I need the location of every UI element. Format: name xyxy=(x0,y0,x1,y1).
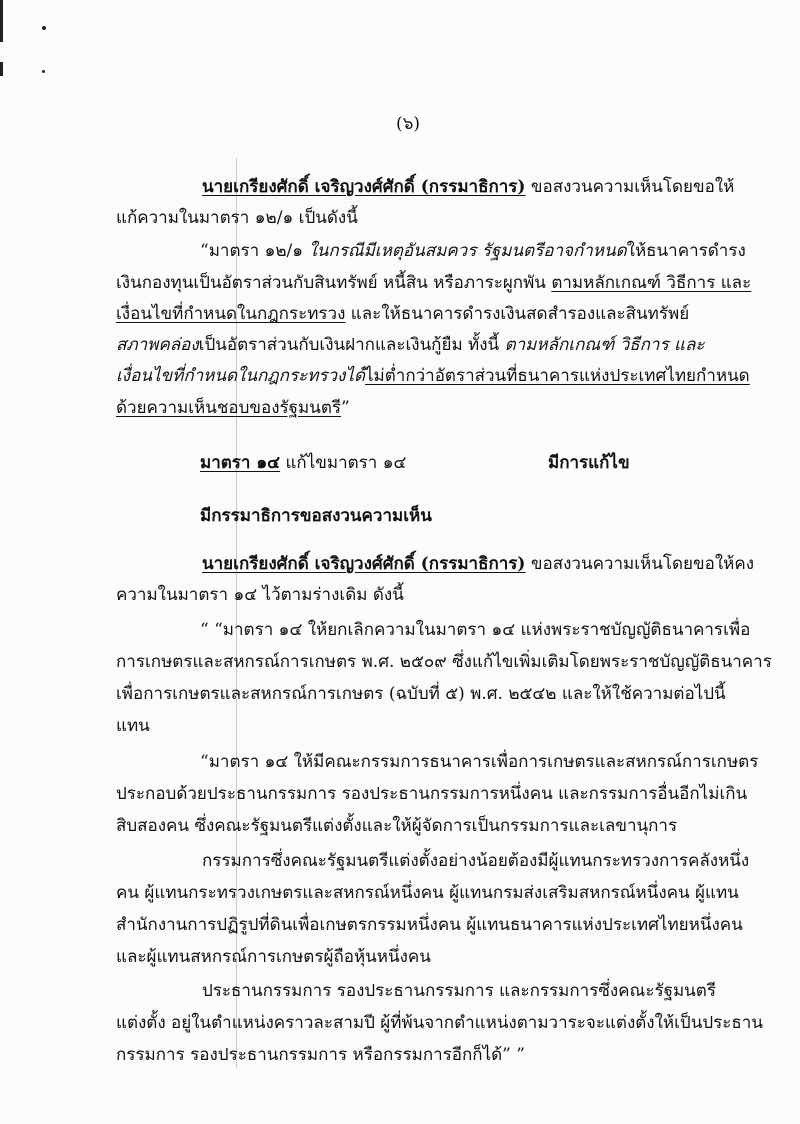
text-run: ” xyxy=(341,398,350,418)
paragraph-line: คน ผู้แทนกระทรวงเกษตรและสหกรณ์หนึ่งคน ผู้แทนกรมส่งเสริมสหกรณ์หนึ่งคน ผู้แทน xyxy=(116,883,739,903)
scan-speck xyxy=(42,26,46,30)
underlined-text: เงื่อนไขที่กำหนดในกฎกระทรวง xyxy=(116,304,346,324)
struck-text: เงื่อนไขที่กำหนดในกฎกระทรวงได้ xyxy=(116,366,365,386)
paragraph-line: สำนักงานการปฏิรูปที่ดินเพื่อเกษตรกรรมหนึ่งคน ผู้แทนธนาคารแห่งประเทศไทยหนึ่งคน xyxy=(116,915,743,935)
paragraph-line xyxy=(116,397,350,419)
paragraph-line: ความในมาตรา ๑๔ ไว้ตามร่างเดิม ดังนี้ xyxy=(116,585,404,605)
text-run: เป็นอัตราส่วนกับเงินฝากและเงินกู้ยืม ทั้งนี้ xyxy=(198,335,505,355)
paragraph-line: “มาตรา ๑๔ ให้มีคณะกรรมการธนาคารเพื่อการเกษตรและสหกรณ์การเกษตร xyxy=(200,752,759,772)
text-run: “มาตรา ๑๒/๑ xyxy=(200,241,309,261)
paragraph-line: ประกอบด้วยประธานกรรมการ รองประธานกรรมการหนึ่งคน และกรรมการอื่นอีกไม่เกิน xyxy=(116,784,748,804)
paragraph-line: แทน xyxy=(116,716,150,736)
paragraph-line xyxy=(202,553,754,575)
paragraph-line: และผู้แทนสหกรณ์การเกษตรผู้ถือหุ้นหนึ่งคน xyxy=(116,947,431,967)
section-heading xyxy=(200,452,406,474)
struck-text: ในกรณีมีเหตุอันสมควร รัฐมนตรีอาจกำหนด xyxy=(308,241,627,261)
paragraph-line xyxy=(116,272,751,294)
paragraph-line: ประธานกรรมการ รองประธานกรรมการ และกรรมการซึ่งคณะรัฐมนตรี xyxy=(202,981,716,1001)
section-number: มาตรา ๑๔ xyxy=(200,453,281,473)
reservation-heading: มีกรรมาธิการขอสงวนความเห็น xyxy=(200,506,432,526)
paragraph-line xyxy=(200,240,746,262)
paragraph-line: เพื่อการเกษตรและสหกรณ์การเกษตร (ฉบับที่ ๕) พ.ศ. ๒๕๔๒ และให้ใช้ความต่อไปนี้ xyxy=(116,684,726,704)
scan-edge-mark xyxy=(0,0,3,42)
text-run: แก้ไขมาตรา ๑๔ xyxy=(280,453,407,473)
paragraph-line: แก้ความในมาตรา ๑๒/๑ เป็นดังนี้ xyxy=(116,208,358,228)
commissioner-name: นายเกรียงศักดิ์ เจริญวงศ์ศักดิ์ (กรรมาธิการ) xyxy=(202,554,526,574)
paragraph-line xyxy=(202,176,734,198)
underlined-text: ตามหลักเกณฑ์ วิธีการ และ xyxy=(551,273,752,293)
text-run: ให้ธนาคารดำรง xyxy=(626,241,746,261)
struck-text: ตามหลักเกณฑ์ วิธีการ และ xyxy=(504,335,705,355)
struck-text: สภาพคล่อง xyxy=(116,335,199,355)
text-run: และให้ธนาคารดำรงเงินสดสำรองและสินทรัพย์ xyxy=(345,304,690,324)
paragraph-line xyxy=(116,334,705,356)
paragraph-line xyxy=(116,365,750,387)
scan-speck xyxy=(42,70,45,73)
paragraph-line: สิบสองคน ซึ่งคณะรัฐมนตรีแต่งตั้งและให้ผู้จัดการเป็นกรรมการและเลขานุการ xyxy=(116,816,678,836)
paragraph-line: การเกษตรและสหกรณ์การเกษตร พ.ศ. ๒๕๐๙ ซึ่งแก้ไขเพิ่มเติมโดยพระราชบัญญัติธนาคาร xyxy=(116,652,772,672)
paragraph-line: กรรมการซึ่งคณะรัฐมนตรีแต่งตั้งอย่างน้อยต้องมีผู้แทนกระทรวงการคลังหนึ่ง xyxy=(202,851,750,871)
paragraph-line xyxy=(116,303,689,325)
commissioner-name: นายเกรียงศักดิ์ เจริญวงศ์ศักดิ์ (กรรมาธิการ) xyxy=(202,177,526,197)
paragraph-line: “ “มาตรา ๑๔ ให้ยกเลิกความในมาตรา ๑๔ แห่งพระราชบัญญัติธนาคารเพื่อ xyxy=(200,620,751,640)
underlined-text: ไม่ต่ำกว่าอัตราส่วนที่ธนาคารแห่งประเทศไทยกำหนด xyxy=(364,366,750,386)
scan-edge-mark xyxy=(0,62,3,76)
underlined-text: ด้วยความเห็นชอบของรัฐมนตรี xyxy=(116,398,342,418)
text-run: เงินกองทุนเป็นอัตราส่วนกับสินทรัพย์ หนี้สิน หรือภาระผูกพัน xyxy=(116,273,552,293)
amendment-status: มีการแก้ไข xyxy=(548,453,630,473)
paragraph-line: กรรมการ รองประธานกรรมการ หรือกรรมการอีกก็ได้” ” xyxy=(116,1045,525,1065)
paragraph-line: แต่งตั้ง อยู่ในตำแหน่งคราวละสามปี ผู้ที่พ้นจากตำแหน่งตามวาระจะแต่งตั้งให้เป็นประธาน xyxy=(116,1013,763,1033)
text-run: ขอสงวนความเห็นโดยขอให้คง xyxy=(525,554,755,574)
page-number: (๖) xyxy=(396,114,421,134)
text-run: ขอสงวนความเห็นโดยขอให้ xyxy=(525,177,735,197)
